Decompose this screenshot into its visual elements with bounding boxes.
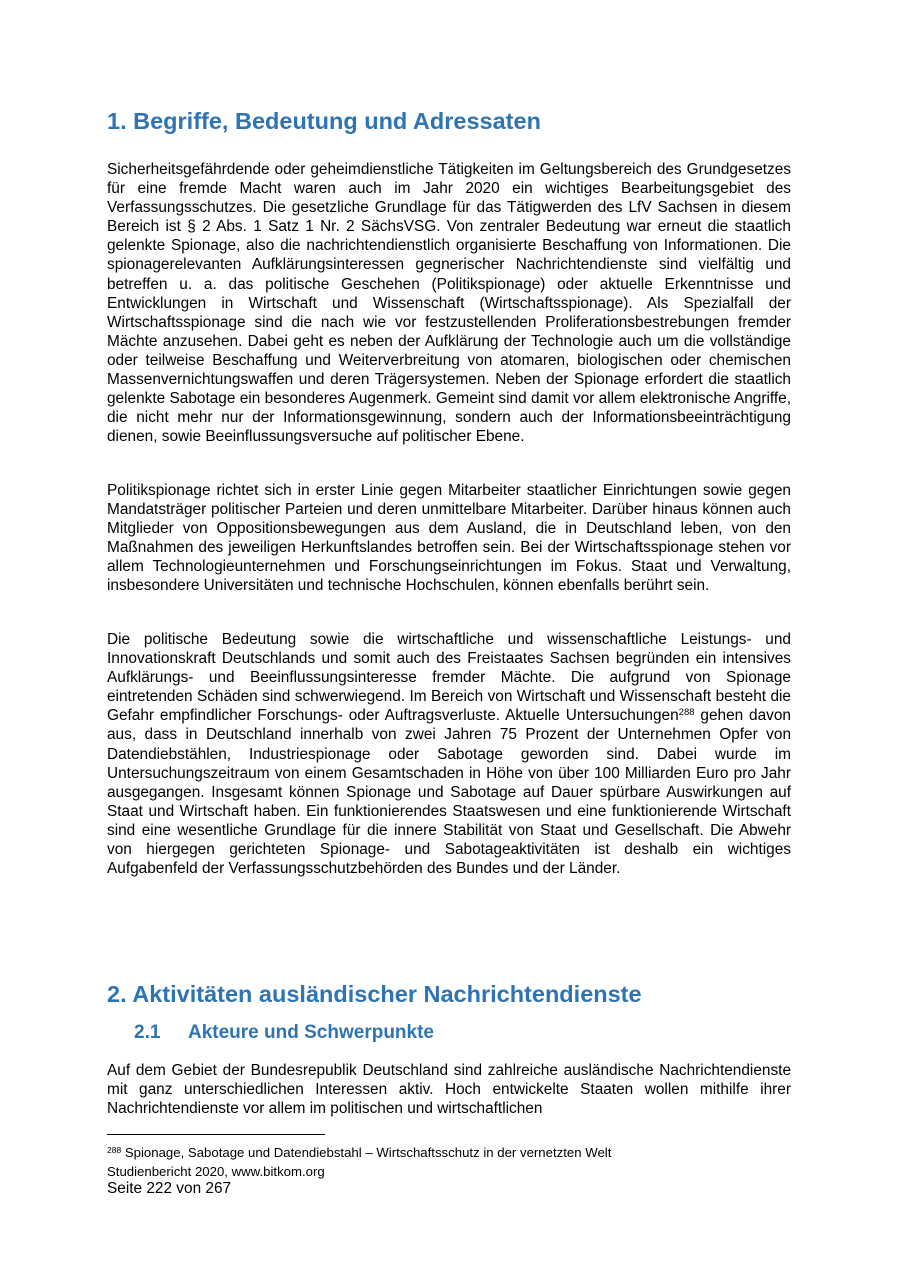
section-1-heading: 1. Begriffe, Bedeutung und Adressaten: [107, 108, 541, 134]
subsection-2-1-heading: [134, 1021, 434, 1045]
paragraph-3-text-start: Die politische Bedeutung sowie die wirtschaftliche und wissenschaftliche Leistungs- und Innovationskraft Deutschlands und somit auch des Freistaates Sachsen begründen ein intensives Aufklärungs- und Beeinflussungsinteresse fremder Mächte. Die aufgrund von Spionage eintretenden Schäden sind schwerwiegend. Im Bereich von Wirtschaft und Wissenschaft besteht die Gefahr empfindlicher Forschungs- oder Auftragsverluste. Aktuelle Untersuchungen: [107, 631, 791, 725]
subsection-title: Akteure und Schwerpunkte: [188, 1022, 434, 1043]
section-1-paragraph-3: [107, 630, 791, 878]
footnote: [107, 1143, 791, 1181]
footnote-separator: [107, 1134, 325, 1135]
footnote-line-1: [107, 1143, 791, 1162]
footnote-marker: 288: [107, 1145, 122, 1155]
footnote-line-2: Studienbericht 2020, www.bitkom.org: [107, 1164, 325, 1179]
footnote-reference[interactable]: 288: [678, 707, 695, 719]
footnote-text: Spionage, Sabotage und Datendiebstahl – Wirtschaftsschutz in der vernetzten Welt: [121, 1145, 612, 1160]
section-1-paragraph-2: Politikspionage richtet sich in erster Linie gegen Mitarbeiter staatlicher Einrichtungen sowie gegen Mandatsträger politischer Parteien und deren unmittelbare Mitarbeiter. Darüber hinaus können auch Mitglieder von Oppositionsbewegungen aus dem Ausland, die in Deutschland leben, von den Maßnahmen des jeweiligen Herkunftslandes betroffen sein. Bei der Wirtschaftsspionage stehen vor allem Technologieunternehmen und Forschungseinrichtungen im Fokus. Staat und Verwaltung, insbesondere Universitäten und technische Hochschulen, können ebenfalls berührt sein.: [107, 482, 791, 595]
subsection-number: 2.1: [134, 1022, 161, 1043]
section-2-heading: 2. Aktivitäten ausländischer Nachrichtendienste: [107, 981, 642, 1007]
section-2-paragraph-1: Auf dem Gebiet der Bundesrepublik Deutschland sind zahlreiche ausländische Nachrichtendienste mit ganz unterschiedlichen Interessen aktiv. Hoch entwickelte Staaten wollen mithilfe ihrer Nachrichtendienste vor allem im politischen und wirtschaftlichen: [107, 1062, 791, 1118]
page-number: Seite 222 von 267: [107, 1180, 232, 1197]
section-1-paragraph-1: Sicherheitsgefährdende oder geheimdienstliche Tätigkeiten im Geltungsbereich des Grundgesetzes für eine fremde Macht waren auch im Jahr 2020 ein wichtiges Bearbeitungsgebiet des Verfassungsschutzes. Die gesetzliche Grundlage für das Tätigwerden des LfV Sachsen in diesem Bereich ist § 2 Abs. 1 Satz 1 Nr. 2 SächsVSG. Von zentraler Bedeutung war erneut die staatlich gelenkte Spionage, also die nachrichtendienstlich organisierte Beschaffung von Informationen. Die spionagerelevanten Aufklärungsinteressen gegnerischer Nachrichtendienste sind vielfältig und betreffen u. a. das politische Geschehen (Politikspionage) oder aktuelle Erkenntnisse und Entwicklungen in Wirtschaft und Wissenschaft (Wirtschaftsspionage). Als Spezialfall der Wirtschaftsspionage sind die nach wie vor festzustellenden Proliferationsbestrebungen fremder Mächte anzusehen. Dabei geht es neben der Aufklärung der Technologie auch um die vollständige oder teilweise Beschaffung und Weiterverbreitung von atomaren, biologischen oder chemischen Massenvernichtungswaffen und deren Trägersystemen. Neben der Spionage erfordert die staatlich gelenkte Sabotage ein besonderes Augenmerk. Gemeint sind damit vor allem elektronische Angriffe, die nicht mehr nur der Informationsgewinnung, sondern auch der Informationsbeeinträchtigung dienen, sowie Beeinflussungsversuche auf politischer Ebene.: [107, 161, 791, 446]
paragraph-3-text-end: gehen davon aus, dass in Deutschland innerhalb von zwei Jahren 75 Prozent der Unternehmen Opfer von Datendiebstählen, Industriespionage oder Sabotage geworden sind. Dabei wurde im Untersuchungszeitraum von einem Gesamtschaden in Höhe von über 100 Milliarden Euro pro Jahr ausgegangen. Insgesamt können Spionage und Sabotage auf Dauer spürbare Auswirkungen auf Staat und Wirtschaft haben. Ein funktionierendes Staatswesen und eine funktionierende Wirtschaft sind eine wesentliche Grundlage für die innere Stabilität von Staat und Gesellschaft. Die Abwehr von hiergegen gerichteten Spionage- und Sabotageaktivitäten ist deshalb ein wichtiges Aufgabenfeld der Verfassungsschutzbehörden des Bundes und der Länder.: [107, 707, 791, 878]
